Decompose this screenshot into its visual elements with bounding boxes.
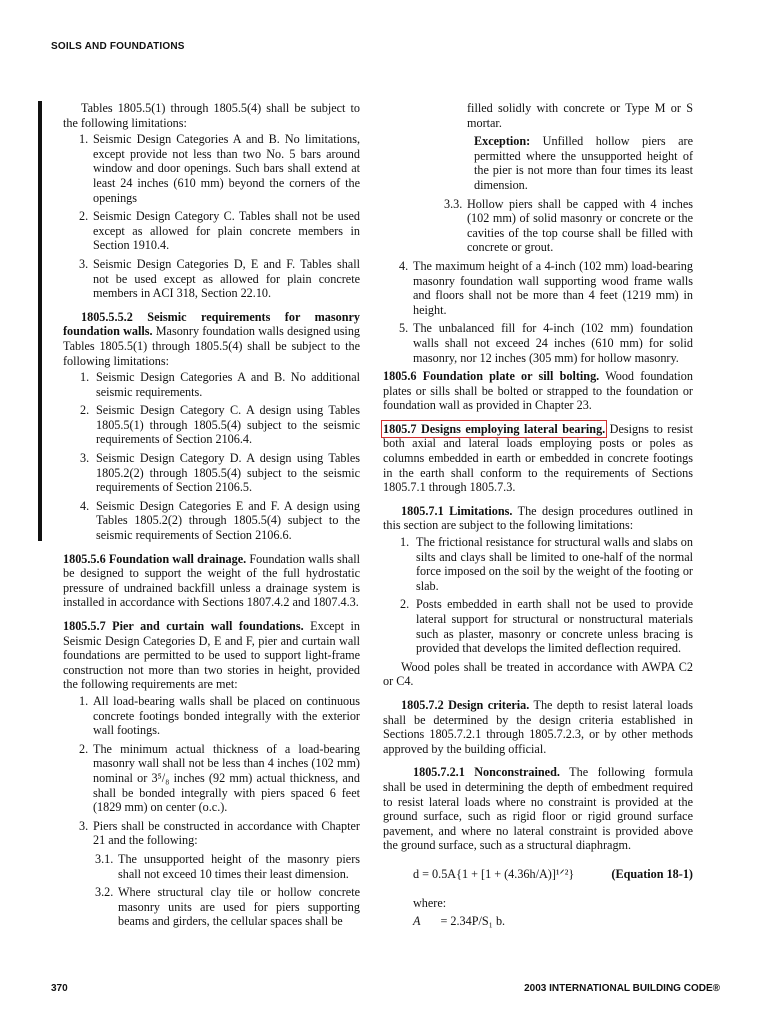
section-1805-7-1: 1805.7.1 Limitations. The design procedures outlined in this section are subject to the following limitations: — [383, 503, 694, 533]
revision-change-bar — [38, 101, 42, 541]
section-heading: 1805.6 Foundation plate or sill bolting. — [383, 369, 600, 384]
limitations-list — [383, 535, 693, 656]
list-item: 3.3. Hollow piers shall be capped with 4 inches (102 mm) of solid masonry or concrete or the cavities of the top course shall be filled with concrete or grout. — [444, 196, 693, 255]
list-item: 2. Seismic Design Category C. A design using Tables 1805.5(1) through 1805.5(4) subject to the seismic requirements of Section 2106.4. — [80, 403, 360, 447]
page-number: 370 — [51, 983, 68, 994]
section-1805-6: 1805.6 Foundation plate or sill bolting. Wood foundation plates or sills shall be bolted or strapped to the foundation or foundation wall as provided in Chapter 23. — [383, 369, 693, 413]
section-1805-5-6: 1805.5.6 Foundation wall drainage. Foundation walls shall be designed to support the weight of the full hydrostatic pressure of undrained backfill unless a drainage system is installed in accordance with Sections 1807.4.2 and 1807.4.3. — [63, 551, 360, 610]
list-item: 4. Seismic Design Categories E and F. A design using Tables 1805.2(2) through 1805.5(4) subject to the seismic requirements of Section 2106.6. — [80, 498, 360, 543]
list-item: 4. The maximum height of a 4-inch (102 mm) load-bearing masonry foundation wall supporting wood frame walls and floors shall not be more than 4 feet (1219 mm) in height. — [399, 258, 693, 317]
section-heading: 1805.7.1 Limitations. — [401, 503, 513, 518]
variable-definition: = 2.34P/S₁ b. — [440, 914, 506, 929]
pier-requirements-list — [63, 694, 360, 848]
list-item: 1. All load-bearing walls shall be placed on continuous concrete footings bonded integrally with the exterior wall footings. — [79, 693, 360, 738]
list-item: 3. Seismic Design Category D. A design using Tables 1805.2(2) through 1805.5(4) subject to the seismic requirements of Section 2106.5. — [80, 451, 360, 495]
list-item: 2. Posts embedded in earth shall not be used to provide lateral support for structural or nonstructural materials such as plaster, masonry or concrete unless bracing is provided that develops the limited deflection required. — [400, 597, 693, 656]
highlighted-section-heading: 1805.7 Designs employing lateral bearing. — [383, 421, 606, 436]
exception-label: Exception: — [474, 134, 531, 149]
variable-symbol: A — [413, 914, 421, 929]
section-heading: 1805.7.2.1 Nonconstrained. — [413, 765, 560, 780]
wood-poles-note: Wood poles shall be treated in accordance with AWPA C2 or C4. — [383, 659, 693, 689]
where-label: where: — [413, 895, 447, 910]
section-heading: 1805.5.7 Pier and curtain wall foundations. — [63, 619, 304, 633]
equation-label: (Equation 18-1) — [611, 866, 693, 881]
intro-paragraph: Tables 1805.5(1) through 1805.5(4) shall be subject to the following limitations: — [63, 101, 360, 130]
list-item: 3. Seismic Design Categories D, E and F. Tables shall not be used except as allowed for plain concrete members in ACI 318, Section 22.10. — [79, 256, 360, 301]
list-item: 2. The minimum actual thickness of a load-bearing masonry wall shall not be less than 4 inches (102 mm) nominal or 3⁵/₈ inches (92 mm) actual thickness, and shall be bonded integrally with piers spaced 6 feet (1829 mm) on center (o.c.). — [79, 741, 360, 815]
section-1805-7: 1805.7 Designs employing lateral bearing. Designs to resist both axial and lateral loads employing posts or poles as columns embedded in earth or embedded in concrete footings in the earth shall conform to the requirements of Sections 1805.7.1 through 1805.7.3. — [383, 421, 693, 495]
section-heading: 1805.5.5.2 Seismic requirements for masonry foundation walls. — [63, 309, 360, 339]
pier-subitem-3-3 — [383, 197, 693, 255]
running-header: SOILS AND FOUNDATIONS — [51, 41, 185, 52]
section-1805-5-7: 1805.5.7 Pier and curtain wall foundations. Except in Seismic Design Categories D, E and F, pier and curtain wall foundations are permitted to be used to support light-frame construction not more than two stories in height, provided the following requirements are met: — [63, 619, 360, 692]
equation-formula: d = 0.5A{1 + [1 + (4.36h/A)]¹ᐟ²} — [413, 866, 575, 881]
section-heading: 1805.7.2 Design criteria. — [401, 697, 530, 712]
list-item: 1. Seismic Design Categories A and B. No limitations, except provide not less than two No. 5 bars around window and door openings. Such bars shall extend at least 24 inches (610 mm) beyond the corners of the openings — [79, 132, 360, 205]
equation-18-1 — [383, 867, 693, 882]
list-item: 3. Piers shall be constructed in accordance with Chapter 21 and the following: — [79, 818, 360, 848]
continued-text: filled solidly with concrete or Type M or S mortar. — [467, 101, 693, 130]
seismic-requirements-list — [63, 370, 360, 543]
list-item: 2. Seismic Design Category C. Tables shall not be used except as allowed for plain concrete members in Section 1910.4. — [79, 209, 360, 253]
wall-requirements-list — [383, 259, 693, 365]
list-item: 3.2. Where structural clay tile or hollow concrete masonry units are used for piers supporting beams and girders, the cellular spaces shall be — [95, 885, 360, 929]
pier-subitems-list — [63, 852, 360, 929]
where-definition-A — [383, 914, 693, 929]
section-heading: 1805.5.6 Foundation wall drainage. — [63, 551, 247, 566]
right-column — [383, 101, 693, 929]
intro-limitations-list — [63, 132, 360, 301]
publication-title: 2003 INTERNATIONAL BUILDING CODE® — [524, 983, 720, 994]
section-1805-7-2: 1805.7.2 Design criteria. The depth to resist lateral loads shall be determined by the design criteria established in Sections 1805.7.2.1 through 1805.7.2.3, or by other methods approved by the building official. — [383, 697, 693, 756]
section-1805-5-5-2: 1805.5.5.2 Seismic requirements for masonry foundation walls. Masonry foundation walls designed using Tables 1805.5(1) through 1805.5(4) shall be subject to the following limitations: — [63, 309, 361, 368]
left-column — [63, 101, 360, 933]
list-item: 5. The unbalanced fill for 4-inch (102 mm) foundation walls shall not exceed 24 inches (610 mm) for solid masonry, nor 12 inches (305 mm) for hollow masonry. — [399, 321, 693, 365]
list-item: 3.1. The unsupported height of the masonry piers shall not exceed 10 times their least dimension. — [95, 851, 360, 881]
section-1805-7-2-1: 1805.7.2.1 Nonconstrained. The following formula shall be used in determining the depth of embedment required to resist lateral loads where no constraint is provided at the ground surface, such as rigid floor or rigid ground surface pavement, and where no lateral constraint is provided above the ground surface, such as a structural diaphragm. — [383, 765, 694, 853]
list-item: 1. The frictional resistance for structural walls and slabs on silts and clays shall be limited to one-half of the normal force imposed on the soil by the weight of the footing or slab. — [400, 535, 693, 593]
list-item: 1. Seismic Design Categories A and B. No additional seismic requirements. — [80, 370, 360, 399]
exception-note: Exception: Unfilled hollow piers are permitted where the unsupported height of the pier is not more than four times its least dimension. — [474, 134, 693, 192]
